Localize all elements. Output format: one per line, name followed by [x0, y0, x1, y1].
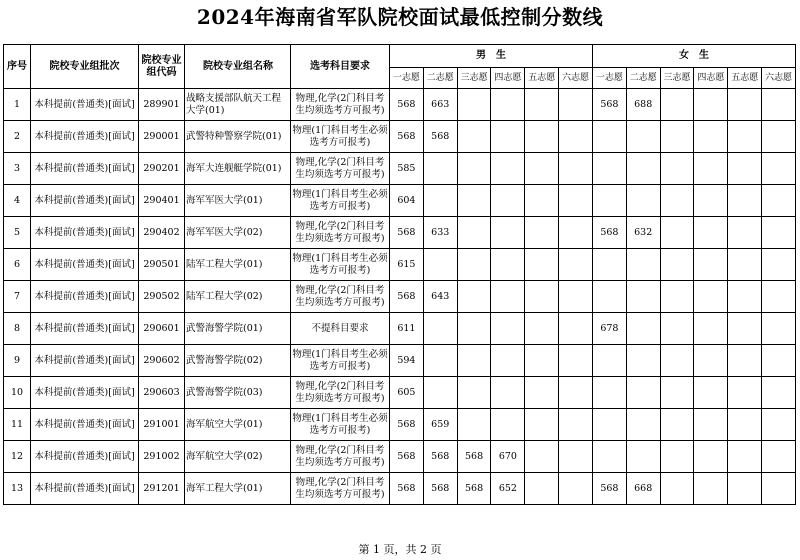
male-choice-header: 六志愿	[559, 68, 593, 89]
female-choice-header: 五志愿	[728, 68, 762, 89]
male-score-cell: 568	[457, 441, 491, 473]
table-row	[4, 409, 796, 441]
batch-cell: 本科提前(普通类)[面试]	[31, 377, 139, 409]
table-row	[4, 185, 796, 217]
requirement-cell: 物理,化学(2门科目考生均须选考方可报考)	[291, 281, 390, 313]
male-score-cell	[559, 249, 593, 281]
female-score-cell	[592, 281, 626, 313]
male-score-cell	[525, 281, 559, 313]
female-score-cell	[660, 121, 694, 153]
requirement-cell: 物理,化学(2门科目考生均须选考方可报考)	[291, 377, 390, 409]
male-score-cell	[491, 409, 525, 441]
male-choice-header: 四志愿	[491, 68, 525, 89]
female-score-cell	[728, 217, 762, 249]
male-score-cell	[491, 153, 525, 185]
female-choice-header: 六志愿	[762, 68, 796, 89]
name-cell: 海军航空大学(02)	[185, 441, 291, 473]
female-score-cell	[694, 441, 728, 473]
name-cell: 海军军医大学(02)	[185, 217, 291, 249]
name-cell: 武警海警学院(03)	[185, 377, 291, 409]
table-row	[4, 153, 796, 185]
code-cell: 291002	[139, 441, 185, 473]
female-score-cell: 632	[626, 217, 660, 249]
female-score-cell	[694, 281, 728, 313]
code-cell: 290602	[139, 345, 185, 377]
male-score-cell: 568	[390, 281, 424, 313]
score-table	[3, 44, 796, 505]
male-score-cell	[559, 313, 593, 345]
male-score-cell: 568	[423, 441, 457, 473]
female-score-cell	[592, 409, 626, 441]
male-score-cell	[491, 217, 525, 249]
female-score-cell: 668	[626, 473, 660, 505]
male-score-cell	[525, 89, 559, 121]
female-score-cell	[762, 185, 796, 217]
male-score-cell: 568	[390, 409, 424, 441]
male-score-cell: 568	[390, 121, 424, 153]
name-cell: 武警特种警察学院(01)	[185, 121, 291, 153]
requirement-cell: 物理,化学(2门科目考生均须选考方可报考)	[291, 153, 390, 185]
female-choice-header: 一志愿	[592, 68, 626, 89]
female-score-cell: 688	[626, 89, 660, 121]
male-score-cell	[559, 121, 593, 153]
male-score-cell: 594	[390, 345, 424, 377]
female-score-cell	[728, 313, 762, 345]
male-score-cell: 568	[390, 473, 424, 505]
female-score-cell	[660, 409, 694, 441]
table-row	[4, 441, 796, 473]
female-score-cell	[592, 185, 626, 217]
male-score-cell: 568	[390, 89, 424, 121]
male-choice-header: 五志愿	[525, 68, 559, 89]
table-row	[4, 281, 796, 313]
name-cell: 武警海警学院(02)	[185, 345, 291, 377]
requirement-cell: 不提科目要求	[291, 313, 390, 345]
requirement-cell: 物理,化学(2门科目考生均须选考方可报考)	[291, 89, 390, 121]
male-score-cell	[559, 217, 593, 249]
female-score-cell	[694, 249, 728, 281]
male-score-cell	[457, 121, 491, 153]
female-score-cell	[694, 153, 728, 185]
female-score-cell	[728, 281, 762, 313]
batch-cell: 本科提前(普通类)[面试]	[31, 473, 139, 505]
table-row	[4, 121, 796, 153]
name-cell: 武警海警学院(01)	[185, 313, 291, 345]
female-score-cell	[694, 121, 728, 153]
seq-cell: 3	[4, 153, 31, 185]
seq-cell: 1	[4, 89, 31, 121]
male-score-cell	[491, 313, 525, 345]
female-score-cell	[762, 89, 796, 121]
female-score-cell	[660, 185, 694, 217]
requirement-cell: 物理(1门科目考生必须选考方可报考)	[291, 345, 390, 377]
male-score-cell	[559, 473, 593, 505]
code-cell: 290601	[139, 313, 185, 345]
female-score-cell	[626, 377, 660, 409]
male-score-cell	[423, 345, 457, 377]
header-male: 男 生	[390, 45, 593, 68]
female-score-cell	[626, 313, 660, 345]
code-cell: 290501	[139, 249, 185, 281]
female-score-cell	[660, 473, 694, 505]
female-score-cell	[626, 249, 660, 281]
male-score-cell: 568	[457, 473, 491, 505]
female-score-cell: 678	[592, 313, 626, 345]
female-score-cell	[626, 185, 660, 217]
female-score-cell	[762, 249, 796, 281]
male-score-cell: 568	[390, 441, 424, 473]
male-score-cell: 605	[390, 377, 424, 409]
female-score-cell	[660, 281, 694, 313]
female-score-cell	[762, 409, 796, 441]
female-score-cell	[660, 441, 694, 473]
female-score-cell	[660, 153, 694, 185]
seq-cell: 10	[4, 377, 31, 409]
male-score-cell	[457, 409, 491, 441]
female-score-cell	[762, 281, 796, 313]
male-score-cell: 663	[423, 89, 457, 121]
code-cell: 290401	[139, 185, 185, 217]
table-row	[4, 345, 796, 377]
female-score-cell	[592, 121, 626, 153]
female-score-cell	[762, 313, 796, 345]
male-score-cell: 568	[423, 121, 457, 153]
header-name: 院校专业组名称	[185, 45, 291, 89]
requirement-cell: 物理,化学(2门科目考生均须选考方可报考)	[291, 441, 390, 473]
male-score-cell	[525, 345, 559, 377]
male-score-cell	[423, 153, 457, 185]
female-score-cell	[592, 153, 626, 185]
male-score-cell	[491, 121, 525, 153]
male-score-cell: 643	[423, 281, 457, 313]
batch-cell: 本科提前(普通类)[面试]	[31, 217, 139, 249]
female-score-cell	[728, 377, 762, 409]
header-batch: 院校专业组批次	[31, 45, 139, 89]
male-score-cell	[559, 345, 593, 377]
female-score-cell	[694, 89, 728, 121]
female-score-cell	[694, 377, 728, 409]
male-score-cell	[491, 377, 525, 409]
seq-cell: 8	[4, 313, 31, 345]
female-score-cell	[626, 441, 660, 473]
male-score-cell: 659	[423, 409, 457, 441]
code-cell: 290201	[139, 153, 185, 185]
male-score-cell	[491, 249, 525, 281]
male-score-cell: 585	[390, 153, 424, 185]
male-score-cell	[423, 185, 457, 217]
male-score-cell	[525, 185, 559, 217]
male-score-cell	[525, 409, 559, 441]
male-score-cell: 611	[390, 313, 424, 345]
code-cell: 291201	[139, 473, 185, 505]
male-score-cell: 633	[423, 217, 457, 249]
batch-cell: 本科提前(普通类)[面试]	[31, 153, 139, 185]
seq-cell: 9	[4, 345, 31, 377]
female-score-cell	[626, 121, 660, 153]
seq-cell: 7	[4, 281, 31, 313]
female-score-cell	[626, 345, 660, 377]
table-row	[4, 313, 796, 345]
male-score-cell	[525, 377, 559, 409]
female-score-cell	[660, 345, 694, 377]
male-score-cell	[525, 153, 559, 185]
male-score-cell	[457, 249, 491, 281]
male-score-cell	[423, 377, 457, 409]
female-score-cell	[762, 217, 796, 249]
code-cell: 290001	[139, 121, 185, 153]
name-cell: 海军大连舰艇学院(01)	[185, 153, 291, 185]
page-footer: 第 1 页，共 2 页	[358, 543, 442, 556]
female-score-cell	[762, 153, 796, 185]
seq-cell: 2	[4, 121, 31, 153]
male-score-cell	[457, 153, 491, 185]
male-score-cell	[559, 281, 593, 313]
female-score-cell	[762, 473, 796, 505]
male-score-cell	[423, 249, 457, 281]
male-score-cell	[525, 217, 559, 249]
seq-cell: 12	[4, 441, 31, 473]
female-score-cell	[592, 377, 626, 409]
female-score-cell	[660, 89, 694, 121]
male-score-cell	[491, 345, 525, 377]
table-row	[4, 249, 796, 281]
male-score-cell	[457, 89, 491, 121]
table-row	[4, 473, 796, 505]
male-score-cell	[559, 377, 593, 409]
female-score-cell: 568	[592, 217, 626, 249]
requirement-cell: 物理(1门科目考生必须选考方可报考)	[291, 185, 390, 217]
seq-cell: 5	[4, 217, 31, 249]
male-score-cell	[525, 121, 559, 153]
female-score-cell	[728, 153, 762, 185]
name-cell: 陆军工程大学(02)	[185, 281, 291, 313]
name-cell: 陆军工程大学(01)	[185, 249, 291, 281]
batch-cell: 本科提前(普通类)[面试]	[31, 89, 139, 121]
female-score-cell	[762, 377, 796, 409]
male-choice-header: 三志愿	[457, 68, 491, 89]
female-score-cell	[762, 121, 796, 153]
header-code: 院校专业组代码	[139, 45, 185, 89]
name-cell: 战略支援部队航天工程大学(01)	[185, 89, 291, 121]
female-score-cell	[592, 441, 626, 473]
requirement-cell: 物理(1门科目考生必须选考方可报考)	[291, 121, 390, 153]
page-title: 2024年海南省军队院校面试最低控制分数线	[196, 5, 604, 29]
batch-cell: 本科提前(普通类)[面试]	[31, 281, 139, 313]
female-score-cell	[626, 153, 660, 185]
female-score-cell	[728, 473, 762, 505]
code-cell: 290502	[139, 281, 185, 313]
male-score-cell: 652	[491, 473, 525, 505]
female-score-cell	[728, 249, 762, 281]
male-score-cell	[525, 473, 559, 505]
code-cell: 290603	[139, 377, 185, 409]
female-score-cell	[592, 345, 626, 377]
male-score-cell	[457, 217, 491, 249]
seq-cell: 11	[4, 409, 31, 441]
seq-cell: 13	[4, 473, 31, 505]
female-score-cell	[626, 281, 660, 313]
female-score-cell	[694, 217, 728, 249]
male-score-cell	[559, 185, 593, 217]
male-choice-header: 二志愿	[423, 68, 457, 89]
male-score-cell	[525, 313, 559, 345]
female-choice-header: 二志愿	[626, 68, 660, 89]
batch-cell: 本科提前(普通类)[面试]	[31, 121, 139, 153]
batch-cell: 本科提前(普通类)[面试]	[31, 441, 139, 473]
header-seq: 序号	[4, 45, 31, 89]
table-row	[4, 377, 796, 409]
table-body	[4, 89, 796, 505]
male-score-cell	[559, 409, 593, 441]
male-score-cell	[457, 345, 491, 377]
male-score-cell	[559, 441, 593, 473]
male-score-cell	[457, 281, 491, 313]
female-score-cell	[728, 121, 762, 153]
table-row	[4, 89, 796, 121]
male-score-cell	[423, 313, 457, 345]
female-score-cell	[728, 185, 762, 217]
batch-cell: 本科提前(普通类)[面试]	[31, 313, 139, 345]
female-score-cell	[660, 249, 694, 281]
name-cell: 海军航空大学(01)	[185, 409, 291, 441]
male-score-cell: 604	[390, 185, 424, 217]
female-score-cell	[694, 409, 728, 441]
code-cell: 291001	[139, 409, 185, 441]
female-score-cell	[694, 313, 728, 345]
male-score-cell: 568	[423, 473, 457, 505]
table-row	[4, 217, 796, 249]
code-cell: 290402	[139, 217, 185, 249]
male-score-cell	[525, 249, 559, 281]
female-choice-header: 四志愿	[694, 68, 728, 89]
male-score-cell	[491, 281, 525, 313]
male-score-cell	[457, 313, 491, 345]
requirement-cell: 物理,化学(2门科目考生均须选考方可报考)	[291, 217, 390, 249]
female-choice-header: 三志愿	[660, 68, 694, 89]
female-score-cell	[626, 409, 660, 441]
male-score-cell	[457, 377, 491, 409]
male-score-cell	[491, 185, 525, 217]
female-score-cell: 568	[592, 473, 626, 505]
batch-cell: 本科提前(普通类)[面试]	[31, 185, 139, 217]
female-score-cell	[694, 185, 728, 217]
batch-cell: 本科提前(普通类)[面试]	[31, 345, 139, 377]
header-female: 女 生	[592, 45, 795, 68]
female-score-cell	[728, 345, 762, 377]
female-score-cell	[694, 345, 728, 377]
code-cell: 289901	[139, 89, 185, 121]
female-score-cell	[660, 313, 694, 345]
name-cell: 海军军医大学(01)	[185, 185, 291, 217]
header-requirement: 选考科目要求	[291, 45, 390, 89]
female-score-cell	[728, 409, 762, 441]
male-choice-header: 一志愿	[390, 68, 424, 89]
seq-cell: 4	[4, 185, 31, 217]
female-score-cell	[728, 89, 762, 121]
female-score-cell	[762, 345, 796, 377]
female-score-cell	[694, 473, 728, 505]
female-score-cell: 568	[592, 89, 626, 121]
requirement-cell: 物理(1门科目考生必须选考方可报考)	[291, 249, 390, 281]
male-score-cell	[559, 153, 593, 185]
requirement-cell: 物理(1门科目考生必须选考方可报考)	[291, 409, 390, 441]
male-score-cell	[457, 185, 491, 217]
female-score-cell	[592, 249, 626, 281]
male-score-cell: 568	[390, 217, 424, 249]
batch-cell: 本科提前(普通类)[面试]	[31, 409, 139, 441]
female-score-cell	[660, 217, 694, 249]
male-score-cell	[559, 89, 593, 121]
female-score-cell	[660, 377, 694, 409]
female-score-cell	[728, 441, 762, 473]
male-score-cell: 670	[491, 441, 525, 473]
male-score-cell	[525, 441, 559, 473]
name-cell: 海军工程大学(01)	[185, 473, 291, 505]
male-score-cell: 615	[390, 249, 424, 281]
batch-cell: 本科提前(普通类)[面试]	[31, 249, 139, 281]
female-score-cell	[762, 441, 796, 473]
seq-cell: 6	[4, 249, 31, 281]
male-score-cell	[491, 89, 525, 121]
requirement-cell: 物理,化学(2门科目考生均须选考方可报考)	[291, 473, 390, 505]
